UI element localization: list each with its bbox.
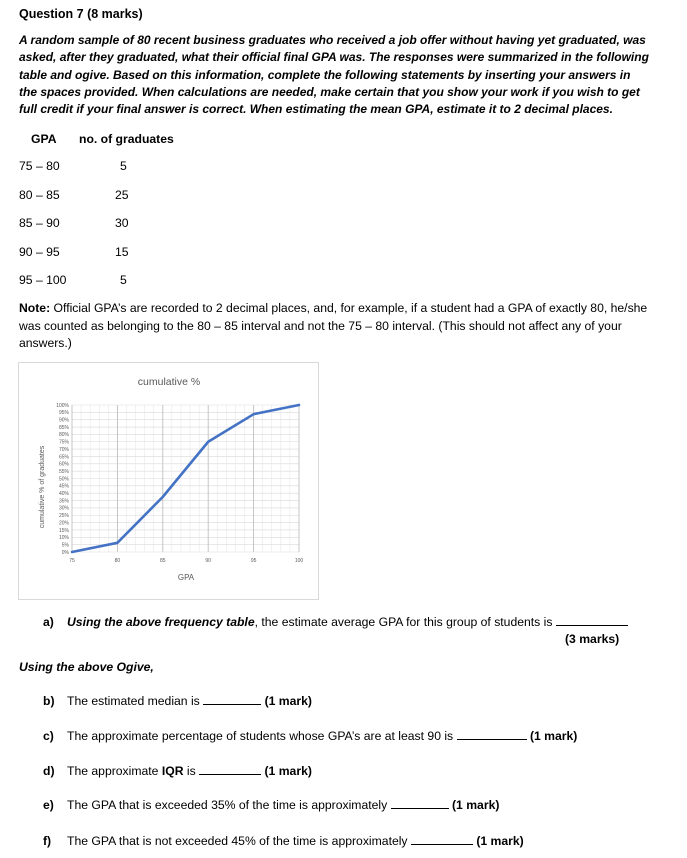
part-f (43, 834, 524, 848)
y-tick-label: 40% (58, 491, 69, 497)
part-a-label: a) (43, 615, 54, 629)
x-tick-label: 75 (69, 558, 75, 564)
part-c (43, 729, 577, 743)
chart-x-axis-label: GPA (177, 573, 195, 582)
part-d-answer-blank[interactable] (199, 764, 261, 775)
table-header-gpa: GPA (31, 132, 57, 146)
chart-gridlines (72, 405, 299, 552)
part-f-answer-blank[interactable] (411, 834, 473, 845)
part-b-marks: (1 mark) (264, 694, 312, 708)
question-intro: A random sample of 80 recent business graduates who received a job offer without having yet graduated, was asked, after they graduated, what their official final GPA was. The responses were summarized in the following table and ogive. Based on this information, complete the following statements by inserting your answers in the spaces provided. When calculations are needed, make certain that you show your work if you wish to get full credit if your final answer is correct. When estimating the mean GPA, estimate it to 2 decimal places. (19, 33, 649, 117)
y-tick-label: 35% (58, 498, 69, 505)
y-tick-label: 20% (58, 520, 69, 527)
y-tick-label: 80% (58, 432, 69, 439)
part-c-answer-blank[interactable] (457, 729, 527, 740)
table-cell-count: 5 (120, 159, 127, 173)
part-c-label: c) (43, 729, 54, 743)
table-header-count: no. of graduates (79, 132, 174, 146)
table-cell-gpa: 95 – 100 (19, 273, 67, 287)
x-tick-label: 95 (250, 558, 257, 564)
part-e-answer-blank[interactable] (391, 798, 449, 809)
part-e-label: e) (43, 798, 54, 812)
part-b-label: b) (43, 694, 55, 708)
ogive-chart (18, 362, 319, 600)
part-e (43, 798, 499, 812)
part-f-marks: (1 mark) (476, 834, 524, 848)
part-a-answer-blank[interactable] (556, 615, 628, 626)
part-d-text-post: is (183, 764, 196, 778)
table-cell-gpa: 80 – 85 (19, 188, 60, 202)
x-tick-label: 85 (160, 558, 166, 564)
part-b-text: The estimated median is (67, 694, 200, 708)
y-tick-label: 30% (58, 505, 69, 512)
y-tick-label: 60% (58, 461, 69, 468)
part-a (43, 615, 628, 629)
part-e-text: The GPA that is exceeded 35% of the time is approximately (67, 798, 388, 812)
table-cell-count: 30 (115, 216, 129, 230)
part-b (43, 694, 312, 708)
part-d-marks: (1 mark) (264, 764, 312, 778)
y-tick-label: 95% (58, 410, 69, 417)
note-paragraph (19, 300, 659, 353)
table-cell-count: 25 (115, 188, 129, 202)
part-e-marks: (1 mark) (451, 798, 500, 812)
y-tick-label: 0% (61, 549, 69, 556)
chart-y-axis-label: cumulative % of graduates (39, 445, 46, 529)
ogive-svg (19, 363, 318, 599)
part-a-marks: (3 marks) (565, 632, 620, 646)
note-text: Official GPA’s are recorded to 2 decimal places, and, for example, if a student had a GPA of exactly 80, he/she was counted as belonging to the 80 – 85 interval and not the 75 – 80 interval. (This should not affect any of your answers.) (19, 301, 648, 350)
chart-y-ticks (56, 403, 69, 556)
part-d-text-pre: The approximate (67, 764, 162, 778)
ogive-heading: Using the above Ogive, (19, 660, 154, 674)
question-title: Question 7 (8 marks) (19, 7, 143, 21)
y-tick-label: 5% (61, 542, 69, 549)
table-cell-gpa: 75 – 80 (19, 159, 60, 173)
part-b-answer-blank[interactable] (203, 694, 261, 705)
table-cell-gpa: 90 – 95 (19, 245, 60, 259)
x-tick-label: 100 (294, 558, 304, 564)
y-tick-label: 70% (58, 446, 69, 453)
part-f-text: The GPA that is not exceeded 45% of the time is approximately (67, 834, 408, 848)
part-c-marks: (1 mark) (529, 729, 578, 743)
chart-title: cumulative % (137, 376, 201, 388)
part-d (43, 764, 312, 778)
y-tick-label: 65% (58, 454, 69, 461)
note-label: Note: (19, 301, 51, 315)
part-a-emphasis: Using the above frequency table (67, 615, 255, 629)
part-c-text: The approximate percentage of students whose GPA’s are at least 90 is (67, 729, 454, 743)
y-tick-label: 10% (58, 535, 69, 542)
chart-x-ticks (69, 558, 303, 564)
y-tick-label: 85% (58, 424, 69, 431)
x-tick-label: 80 (114, 558, 121, 564)
table-cell-count: 15 (115, 245, 129, 259)
y-tick-label: 15% (58, 527, 69, 534)
y-tick-label: 75% (58, 439, 69, 446)
part-f-label: f) (43, 834, 52, 848)
table-cell-count: 5 (120, 273, 127, 287)
part-a-text: , the estimate average GPA for this group of students is (254, 615, 553, 629)
y-tick-label: 90% (58, 417, 69, 424)
x-tick-label: 90 (205, 558, 211, 564)
part-d-emphasis: IQR (161, 764, 184, 778)
y-tick-label: 55% (58, 468, 69, 475)
y-tick-label: 50% (58, 476, 69, 483)
y-tick-label: 45% (58, 483, 69, 490)
y-tick-label: 100% (56, 402, 69, 409)
part-d-label: d) (43, 764, 55, 778)
y-tick-label: 25% (58, 513, 69, 520)
table-cell-gpa: 85 – 90 (19, 216, 60, 230)
